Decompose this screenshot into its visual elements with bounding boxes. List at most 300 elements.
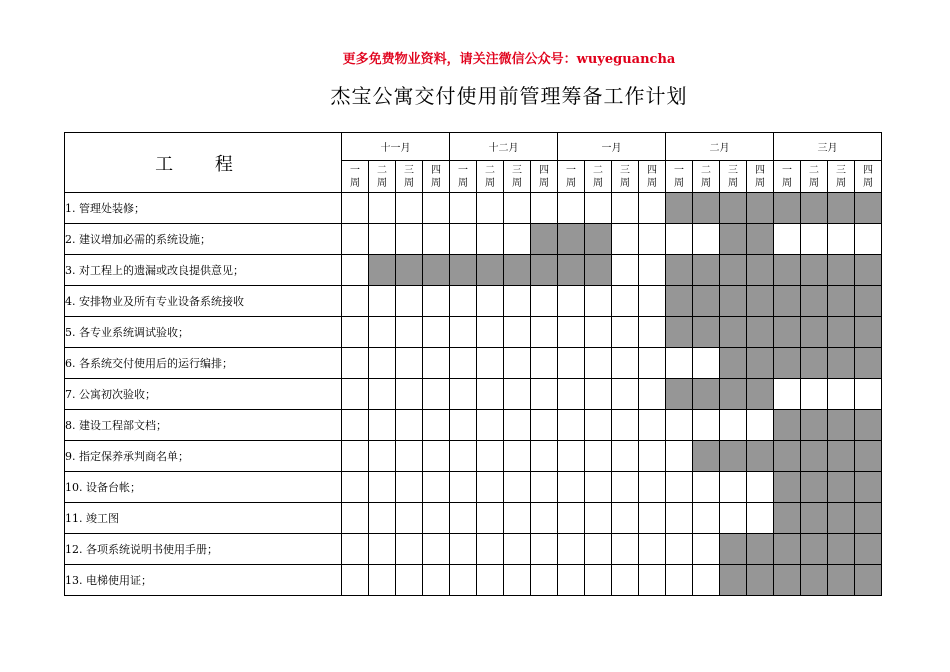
schedule-cell — [693, 534, 720, 565]
schedule-cell-active — [423, 255, 450, 286]
schedule-cell — [774, 224, 801, 255]
task-label: 8. 建设工程部文档； — [65, 410, 342, 441]
task-label: 11. 竣工图 — [65, 503, 342, 534]
schedule-cell-active — [828, 565, 855, 596]
schedule-cell — [342, 317, 369, 348]
schedule-cell — [531, 503, 558, 534]
schedule-cell — [558, 348, 585, 379]
schedule-cell — [504, 379, 531, 410]
schedule-cell-active — [774, 565, 801, 596]
schedule-cell — [639, 379, 666, 410]
schedule-cell — [666, 472, 693, 503]
week-header: 四 周 — [423, 161, 450, 193]
schedule-cell-active — [801, 317, 828, 348]
schedule-cell — [369, 534, 396, 565]
schedule-cell-active — [774, 348, 801, 379]
schedule-cell-active — [855, 503, 882, 534]
schedule-cell — [585, 472, 612, 503]
schedule-cell-active — [720, 565, 747, 596]
schedule-cell — [693, 410, 720, 441]
schedule-cell-active — [774, 534, 801, 565]
schedule-cell — [747, 503, 774, 534]
schedule-cell-active — [828, 441, 855, 472]
schedule-cell-active — [828, 472, 855, 503]
schedule-cell — [531, 193, 558, 224]
schedule-cell-active — [693, 441, 720, 472]
task-label: 12. 各项系统说明书使用手册； — [65, 534, 342, 565]
schedule-cell-active — [855, 534, 882, 565]
schedule-cell — [828, 224, 855, 255]
schedule-cell — [693, 348, 720, 379]
schedule-cell — [585, 441, 612, 472]
schedule-cell — [423, 193, 450, 224]
schedule-cell-active — [531, 255, 558, 286]
schedule-cell — [531, 379, 558, 410]
task-label: 2. 建议增加必需的系统设施； — [65, 224, 342, 255]
schedule-cell-active — [720, 255, 747, 286]
schedule-cell — [639, 286, 666, 317]
schedule-cell — [558, 534, 585, 565]
schedule-cell-active — [693, 255, 720, 286]
schedule-cell-active — [720, 348, 747, 379]
week-header: 三 周 — [612, 161, 639, 193]
schedule-cell-active — [801, 193, 828, 224]
schedule-cell — [612, 441, 639, 472]
schedule-cell — [396, 534, 423, 565]
schedule-cell — [396, 410, 423, 441]
task-label: 10. 设备台帐； — [65, 472, 342, 503]
schedule-cell — [612, 317, 639, 348]
schedule-cell — [369, 410, 396, 441]
schedule-cell — [639, 441, 666, 472]
task-row — [65, 286, 882, 317]
schedule-cell — [639, 348, 666, 379]
schedule-cell-active — [855, 348, 882, 379]
schedule-cell — [639, 472, 666, 503]
schedule-cell — [558, 317, 585, 348]
schedule-cell — [504, 224, 531, 255]
schedule-cell — [369, 565, 396, 596]
schedule-cell — [477, 286, 504, 317]
schedule-cell-active — [747, 255, 774, 286]
schedule-cell — [477, 224, 504, 255]
schedule-cell — [423, 534, 450, 565]
schedule-cell — [558, 286, 585, 317]
schedule-cell — [720, 472, 747, 503]
schedule-cell-active — [855, 565, 882, 596]
schedule-cell — [612, 348, 639, 379]
schedule-cell — [396, 503, 423, 534]
page-title: 杰宝公寓交付使用前管理筹备工作计划 — [330, 84, 688, 108]
schedule-cell — [477, 410, 504, 441]
schedule-cell — [369, 441, 396, 472]
schedule-cell-active — [774, 193, 801, 224]
schedule-cell — [342, 224, 369, 255]
schedule-cell — [666, 441, 693, 472]
schedule-cell — [396, 193, 423, 224]
schedule-cell — [396, 224, 423, 255]
schedule-cell-active — [801, 410, 828, 441]
schedule-cell — [639, 565, 666, 596]
schedule-cell-active — [531, 224, 558, 255]
schedule-cell — [585, 565, 612, 596]
schedule-cell-active — [828, 348, 855, 379]
schedule-cell-active — [720, 224, 747, 255]
schedule-cell — [585, 193, 612, 224]
schedule-cell-active — [747, 441, 774, 472]
schedule-cell — [477, 379, 504, 410]
schedule-cell — [612, 379, 639, 410]
task-label: 6. 各系统交付使用后的运行编排； — [65, 348, 342, 379]
schedule-cell-active — [747, 565, 774, 596]
schedule-cell — [450, 317, 477, 348]
schedule-cell — [342, 410, 369, 441]
task-label: 7. 公寓初次验收； — [65, 379, 342, 410]
schedule-cell — [423, 565, 450, 596]
schedule-cell — [612, 193, 639, 224]
schedule-cell — [558, 565, 585, 596]
month-header: 十二月 — [450, 133, 558, 161]
task-row — [65, 317, 882, 348]
month-header: 十一月 — [342, 133, 450, 161]
schedule-cell-active — [747, 379, 774, 410]
week-header: 二 周 — [369, 161, 396, 193]
schedule-cell — [612, 224, 639, 255]
schedule-cell — [801, 379, 828, 410]
schedule-cell — [612, 255, 639, 286]
schedule-cell — [450, 193, 477, 224]
schedule-cell-active — [855, 193, 882, 224]
task-row — [65, 255, 882, 286]
schedule-cell — [612, 503, 639, 534]
schedule-cell — [585, 348, 612, 379]
schedule-cell — [558, 503, 585, 534]
schedule-cell — [342, 565, 369, 596]
schedule-cell — [612, 472, 639, 503]
schedule-cell — [531, 410, 558, 441]
schedule-cell-active — [477, 255, 504, 286]
schedule-cell — [531, 317, 558, 348]
schedule-cell-active — [369, 255, 396, 286]
week-header: 四 周 — [639, 161, 666, 193]
week-header: 一 周 — [450, 161, 477, 193]
project-header: 工 程 — [65, 133, 342, 193]
promo-banner: 更多免费物业资料，请关注微信公众号：wuyeguancha — [342, 52, 676, 67]
schedule-cell — [693, 503, 720, 534]
task-label: 1. 管理处装修； — [65, 193, 342, 224]
schedule-cell — [531, 534, 558, 565]
schedule-cell — [423, 410, 450, 441]
schedule-cell-active — [720, 286, 747, 317]
schedule-cell — [477, 565, 504, 596]
schedule-cell — [639, 317, 666, 348]
schedule-cell — [531, 348, 558, 379]
schedule-cell — [612, 410, 639, 441]
schedule-cell — [666, 410, 693, 441]
schedule-cell-active — [855, 441, 882, 472]
week-header: 二 周 — [477, 161, 504, 193]
schedule-cell-active — [747, 193, 774, 224]
schedule-cell-active — [855, 255, 882, 286]
task-row — [65, 379, 882, 410]
schedule-cell — [666, 565, 693, 596]
schedule-cell — [396, 348, 423, 379]
schedule-cell — [423, 286, 450, 317]
task-label: 13. 电梯使用证； — [65, 565, 342, 596]
schedule-cell-active — [666, 255, 693, 286]
schedule-cell — [504, 565, 531, 596]
schedule-cell-active — [774, 503, 801, 534]
schedule-cell — [666, 224, 693, 255]
week-header: 一 周 — [666, 161, 693, 193]
schedule-cell — [477, 472, 504, 503]
schedule-cell — [450, 534, 477, 565]
week-header: 二 周 — [801, 161, 828, 193]
week-header: 三 周 — [828, 161, 855, 193]
schedule-cell — [477, 441, 504, 472]
schedule-cell — [450, 224, 477, 255]
schedule-cell-active — [801, 255, 828, 286]
task-label: 9. 指定保养承判商名单； — [65, 441, 342, 472]
schedule-cell — [801, 224, 828, 255]
schedule-cell-active — [504, 255, 531, 286]
schedule-cell-active — [774, 472, 801, 503]
month-header: 二月 — [666, 133, 774, 161]
schedule-cell — [423, 503, 450, 534]
schedule-cell-active — [855, 472, 882, 503]
schedule-cell — [693, 472, 720, 503]
schedule-cell — [693, 565, 720, 596]
schedule-cell-active — [801, 348, 828, 379]
schedule-cell — [585, 317, 612, 348]
schedule-cell — [531, 441, 558, 472]
schedule-cell — [423, 348, 450, 379]
schedule-cell-active — [828, 286, 855, 317]
schedule-cell — [450, 441, 477, 472]
schedule-cell — [369, 503, 396, 534]
schedule-cell — [693, 224, 720, 255]
schedule-cell — [396, 472, 423, 503]
schedule-cell — [639, 255, 666, 286]
schedule-cell-active — [774, 317, 801, 348]
task-row — [65, 224, 882, 255]
schedule-cell — [369, 379, 396, 410]
schedule-cell-active — [720, 441, 747, 472]
week-header: 三 周 — [504, 161, 531, 193]
schedule-cell — [612, 565, 639, 596]
schedule-cell-active — [747, 224, 774, 255]
schedule-cell — [369, 348, 396, 379]
month-header: 一月 — [558, 133, 666, 161]
schedule-cell-active — [801, 441, 828, 472]
schedule-cell — [342, 472, 369, 503]
task-row — [65, 348, 882, 379]
schedule-cell-active — [801, 503, 828, 534]
schedule-cell — [369, 286, 396, 317]
schedule-cell-active — [855, 286, 882, 317]
schedule-cell-active — [747, 534, 774, 565]
schedule-cell — [639, 410, 666, 441]
task-row — [65, 410, 882, 441]
schedule-cell — [855, 224, 882, 255]
schedule-cell — [666, 503, 693, 534]
schedule-cell-active — [828, 534, 855, 565]
schedule-cell-active — [855, 410, 882, 441]
schedule-cell — [450, 286, 477, 317]
schedule-cell — [558, 410, 585, 441]
schedule-cell-active — [666, 317, 693, 348]
schedule-cell-active — [801, 534, 828, 565]
schedule-cell-active — [747, 348, 774, 379]
schedule-cell — [423, 472, 450, 503]
week-header: 一 周 — [774, 161, 801, 193]
week-header: 三 周 — [720, 161, 747, 193]
schedule-cell — [396, 286, 423, 317]
schedule-cell — [423, 224, 450, 255]
schedule-cell — [774, 379, 801, 410]
schedule-cell-active — [558, 224, 585, 255]
schedule-cell — [450, 379, 477, 410]
schedule-cell-active — [693, 193, 720, 224]
schedule-cell — [828, 379, 855, 410]
schedule-cell — [477, 348, 504, 379]
task-row — [65, 534, 882, 565]
schedule-cell — [342, 534, 369, 565]
schedule-cell-active — [747, 286, 774, 317]
schedule-cell — [585, 503, 612, 534]
week-header: 二 周 — [585, 161, 612, 193]
schedule-cell-active — [396, 255, 423, 286]
week-header: 二 周 — [693, 161, 720, 193]
schedule-cell — [504, 348, 531, 379]
schedule-cell — [477, 317, 504, 348]
task-row — [65, 441, 882, 472]
schedule-cell-active — [666, 193, 693, 224]
schedule-cell-active — [774, 286, 801, 317]
schedule-cell-active — [720, 193, 747, 224]
schedule-cell-active — [828, 410, 855, 441]
schedule-cell — [504, 472, 531, 503]
schedule-cell-active — [585, 255, 612, 286]
schedule-cell — [666, 534, 693, 565]
schedule-cell — [342, 348, 369, 379]
schedule-cell — [450, 565, 477, 596]
schedule-cell — [423, 317, 450, 348]
schedule-cell — [450, 472, 477, 503]
schedule-cell-active — [558, 255, 585, 286]
schedule-cell — [369, 317, 396, 348]
schedule-cell — [558, 441, 585, 472]
schedule-cell — [504, 193, 531, 224]
schedule-cell — [612, 534, 639, 565]
schedule-cell — [504, 503, 531, 534]
schedule-cell-active — [693, 317, 720, 348]
schedule-cell-active — [774, 410, 801, 441]
schedule-cell — [720, 503, 747, 534]
schedule-cell-active — [801, 286, 828, 317]
schedule-cell — [342, 379, 369, 410]
schedule-cell — [450, 503, 477, 534]
schedule-cell — [666, 348, 693, 379]
schedule-cell — [639, 503, 666, 534]
task-label: 5. 各专业系统调试验收； — [65, 317, 342, 348]
schedule-cell — [504, 534, 531, 565]
schedule-cell — [558, 379, 585, 410]
schedule-cell — [504, 286, 531, 317]
task-label: 4. 安排物业及所有专业设备系统接收 — [65, 286, 342, 317]
schedule-cell — [747, 472, 774, 503]
schedule-cell-active — [693, 286, 720, 317]
schedule-cell — [639, 534, 666, 565]
schedule-cell — [369, 472, 396, 503]
week-header: 四 周 — [855, 161, 882, 193]
schedule-cell-active — [828, 503, 855, 534]
schedule-cell-active — [585, 224, 612, 255]
gantt-table — [64, 132, 882, 596]
schedule-cell — [396, 379, 423, 410]
schedule-cell-active — [747, 317, 774, 348]
schedule-cell — [504, 317, 531, 348]
schedule-cell — [477, 503, 504, 534]
schedule-cell — [396, 441, 423, 472]
month-header: 三月 — [774, 133, 882, 161]
schedule-cell — [342, 441, 369, 472]
week-header: 一 周 — [558, 161, 585, 193]
schedule-cell — [639, 193, 666, 224]
schedule-cell-active — [828, 317, 855, 348]
schedule-cell — [477, 534, 504, 565]
schedule-cell — [531, 286, 558, 317]
schedule-cell — [342, 286, 369, 317]
schedule-cell — [747, 410, 774, 441]
task-row — [65, 503, 882, 534]
schedule-cell — [855, 379, 882, 410]
schedule-cell — [342, 503, 369, 534]
schedule-cell-active — [693, 379, 720, 410]
schedule-cell-active — [774, 255, 801, 286]
schedule-cell — [531, 565, 558, 596]
schedule-cell-active — [801, 472, 828, 503]
schedule-cell — [369, 224, 396, 255]
schedule-cell-active — [720, 379, 747, 410]
schedule-cell-active — [666, 286, 693, 317]
schedule-cell — [585, 534, 612, 565]
schedule-cell-active — [855, 317, 882, 348]
schedule-cell — [558, 193, 585, 224]
schedule-cell — [504, 410, 531, 441]
schedule-cell-active — [720, 317, 747, 348]
schedule-cell — [450, 410, 477, 441]
schedule-cell-active — [450, 255, 477, 286]
schedule-cell-active — [720, 534, 747, 565]
schedule-cell — [585, 286, 612, 317]
schedule-cell — [342, 193, 369, 224]
task-row — [65, 472, 882, 503]
schedule-cell — [504, 441, 531, 472]
schedule-cell — [396, 565, 423, 596]
schedule-cell — [423, 441, 450, 472]
schedule-cell-active — [666, 379, 693, 410]
task-label: 3. 对工程上的遗漏或改良提供意见； — [65, 255, 342, 286]
schedule-cell — [585, 379, 612, 410]
schedule-cell — [477, 193, 504, 224]
schedule-cell-active — [801, 565, 828, 596]
schedule-cell-active — [828, 193, 855, 224]
schedule-cell — [342, 255, 369, 286]
schedule-cell — [531, 472, 558, 503]
schedule-cell — [720, 410, 747, 441]
schedule-cell — [639, 224, 666, 255]
